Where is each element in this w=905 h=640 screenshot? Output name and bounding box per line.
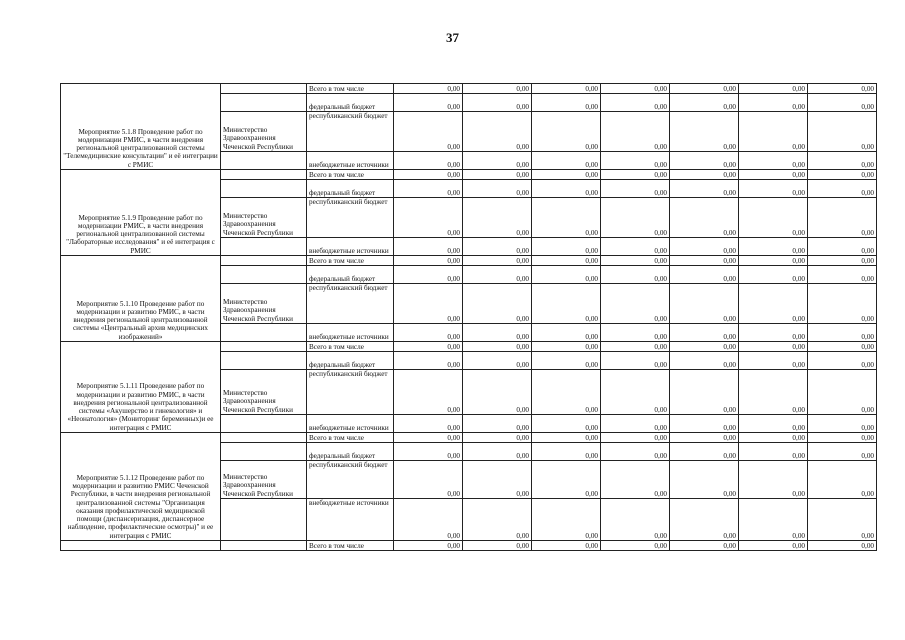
value-cell: 0,00 [394, 370, 463, 415]
source-republican: республиканский бюджет [307, 370, 394, 415]
value-cell: 0,00 [670, 198, 739, 238]
source-republican: республиканский бюджет [307, 461, 394, 499]
value-cell: 0,00 [808, 284, 877, 324]
value-cell: 0,00 [808, 433, 877, 443]
value-cell: 0,00 [670, 324, 739, 342]
value-cell: 0,00 [601, 238, 670, 256]
value-cell: 0,00 [808, 170, 877, 180]
value-cell: 0,00 [532, 112, 601, 152]
value-cell: 0,00 [739, 352, 808, 370]
value-cell: 0,00 [463, 180, 532, 198]
source-total: Всего в том числе [307, 541, 394, 551]
value-cell: 0,00 [739, 112, 808, 152]
value-cell: 0,00 [670, 443, 739, 461]
value-cell: 0,00 [532, 256, 601, 266]
measure-title: Мероприятие 5.1.10 Проведение работ по модернизации и развитию РМИС, в части внедрения региональной централизованной системы «Центральный архив медицинских изображений» [61, 256, 221, 342]
source-extrabudget: внебюджетные источники [307, 324, 394, 342]
value-cell: 0,00 [808, 112, 877, 152]
executor-empty [221, 84, 307, 94]
value-cell: 0,00 [463, 443, 532, 461]
value-cell: 0,00 [670, 266, 739, 284]
value-cell: 0,00 [532, 415, 601, 433]
value-cell: 0,00 [808, 352, 877, 370]
executor-empty [221, 443, 307, 461]
value-cell: 0,00 [532, 180, 601, 198]
value-cell: 0,00 [670, 180, 739, 198]
value-cell: 0,00 [532, 266, 601, 284]
value-cell: 0,00 [808, 324, 877, 342]
value-cell: 0,00 [463, 170, 532, 180]
value-cell: 0,00 [670, 461, 739, 499]
value-cell: 0,00 [463, 84, 532, 94]
value-cell: 0,00 [394, 152, 463, 170]
value-cell: 0,00 [532, 238, 601, 256]
value-cell: 0,00 [463, 415, 532, 433]
executor-empty [221, 352, 307, 370]
source-extrabudget: внебюджетные источники [307, 238, 394, 256]
value-cell: 0,00 [601, 170, 670, 180]
value-cell: 0,00 [601, 461, 670, 499]
value-cell: 0,00 [463, 499, 532, 541]
value-cell: 0,00 [670, 541, 739, 551]
value-cell: 0,00 [394, 170, 463, 180]
value-cell: 0,00 [601, 433, 670, 443]
value-cell: 0,00 [739, 461, 808, 499]
value-cell: 0,00 [601, 180, 670, 198]
value-cell: 0,00 [463, 266, 532, 284]
source-federal: федеральный бюджет [307, 94, 394, 112]
value-cell: 0,00 [808, 461, 877, 499]
value-cell: 0,00 [739, 266, 808, 284]
value-cell: 0,00 [808, 415, 877, 433]
measure-title: Мероприятие 5.1.11 Проведение работ по модернизации и развитию РМИС, в части внедрения региональной централизованной системы «Акушерство и гинекология» и «Неонатология» (Мониторинг беременных)и ее интеграция с РМИС [61, 342, 221, 433]
value-cell: 0,00 [532, 198, 601, 238]
value-cell: 0,00 [739, 370, 808, 415]
executor-empty [221, 170, 307, 180]
source-extrabudget: внебюджетные источники [307, 415, 394, 433]
value-cell: 0,00 [463, 342, 532, 352]
value-cell: 0,00 [670, 415, 739, 433]
value-cell: 0,00 [670, 433, 739, 443]
executor-empty [221, 433, 307, 443]
value-cell: 0,00 [601, 324, 670, 342]
value-cell: 0,00 [394, 238, 463, 256]
value-cell: 0,00 [601, 94, 670, 112]
table-row [61, 433, 877, 443]
value-cell: 0,00 [739, 415, 808, 433]
value-cell: 0,00 [670, 256, 739, 266]
measure-title: Мероприятие 5.1.9 Проведение работ по модернизации РМИС, в части внедрения региональной централизованной системы "Лабораторные исследования" и её интеграция с РМИС [61, 170, 221, 256]
source-total: Всего в том числе [307, 342, 394, 352]
value-cell: 0,00 [670, 94, 739, 112]
value-cell: 0,00 [670, 170, 739, 180]
source-total: Всего в том числе [307, 170, 394, 180]
value-cell: 0,00 [532, 94, 601, 112]
value-cell: 0,00 [394, 256, 463, 266]
value-cell: 0,00 [601, 256, 670, 266]
executor-name: Министерство Здравоохранения Чеченской Республики [221, 461, 307, 499]
value-cell: 0,00 [739, 256, 808, 266]
value-cell: 0,00 [808, 443, 877, 461]
value-cell: 0,00 [394, 415, 463, 433]
value-cell: 0,00 [670, 112, 739, 152]
source-republican: республиканский бюджет [307, 112, 394, 152]
value-cell: 0,00 [739, 499, 808, 541]
value-cell: 0,00 [808, 152, 877, 170]
source-total: Всего в том числе [307, 84, 394, 94]
value-cell: 0,00 [394, 443, 463, 461]
value-cell: 0,00 [739, 170, 808, 180]
source-extrabudget: внебюджетные источники [307, 152, 394, 170]
value-cell: 0,00 [463, 198, 532, 238]
value-cell: 0,00 [670, 342, 739, 352]
value-cell: 0,00 [808, 84, 877, 94]
value-cell: 0,00 [739, 541, 808, 551]
value-cell: 0,00 [463, 152, 532, 170]
page-number: 37 [446, 30, 459, 45]
value-cell: 0,00 [808, 198, 877, 238]
executor-empty [221, 238, 307, 256]
value-cell: 0,00 [394, 342, 463, 352]
value-cell: 0,00 [601, 152, 670, 170]
executor-empty [221, 256, 307, 266]
value-cell: 0,00 [739, 443, 808, 461]
value-cell: 0,00 [601, 352, 670, 370]
value-cell: 0,00 [394, 84, 463, 94]
value-cell: 0,00 [463, 352, 532, 370]
value-cell: 0,00 [532, 499, 601, 541]
executor-name: Министерство Здравоохранения Чеченской Республики [221, 198, 307, 238]
value-cell: 0,00 [463, 238, 532, 256]
value-cell: 0,00 [463, 461, 532, 499]
executor-empty [221, 266, 307, 284]
value-cell: 0,00 [532, 170, 601, 180]
source-federal: федеральный бюджет [307, 180, 394, 198]
table-row [61, 256, 877, 266]
source-republican: республиканский бюджет [307, 284, 394, 324]
value-cell: 0,00 [808, 94, 877, 112]
value-cell: 0,00 [394, 266, 463, 284]
value-cell: 0,00 [394, 541, 463, 551]
value-cell: 0,00 [463, 256, 532, 266]
table-row [61, 541, 877, 551]
value-cell: 0,00 [532, 84, 601, 94]
value-cell: 0,00 [532, 352, 601, 370]
source-total: Всего в том числе [307, 256, 394, 266]
value-cell: 0,00 [739, 284, 808, 324]
measure-empty [61, 541, 221, 551]
executor-empty [221, 541, 307, 551]
value-cell: 0,00 [808, 180, 877, 198]
value-cell: 0,00 [532, 342, 601, 352]
executor-name: Министерство Здравоохранения Чеченской Республики [221, 112, 307, 152]
value-cell: 0,00 [532, 324, 601, 342]
value-cell: 0,00 [394, 352, 463, 370]
value-cell: 0,00 [394, 284, 463, 324]
value-cell: 0,00 [739, 180, 808, 198]
source-extrabudget: внебюджетные источники [307, 499, 394, 541]
value-cell: 0,00 [601, 84, 670, 94]
value-cell: 0,00 [532, 443, 601, 461]
value-cell: 0,00 [601, 112, 670, 152]
value-cell: 0,00 [532, 152, 601, 170]
value-cell: 0,00 [463, 324, 532, 342]
value-cell: 0,00 [601, 342, 670, 352]
executor-name: Министерство Здравоохранения Чеченской Республики [221, 284, 307, 324]
value-cell: 0,00 [394, 499, 463, 541]
value-cell: 0,00 [739, 84, 808, 94]
value-cell: 0,00 [808, 256, 877, 266]
value-cell: 0,00 [532, 541, 601, 551]
value-cell: 0,00 [739, 342, 808, 352]
executor-name: Министерство Здравоохранения Чеченской Республики [221, 370, 307, 415]
executor-empty [221, 94, 307, 112]
value-cell: 0,00 [601, 266, 670, 284]
value-cell: 0,00 [394, 180, 463, 198]
executor-empty [221, 499, 307, 541]
value-cell: 0,00 [463, 284, 532, 324]
value-cell: 0,00 [808, 342, 877, 352]
executor-empty [221, 180, 307, 198]
value-cell: 0,00 [808, 370, 877, 415]
value-cell: 0,00 [463, 433, 532, 443]
value-cell: 0,00 [601, 499, 670, 541]
value-cell: 0,00 [532, 284, 601, 324]
measure-title: Мероприятие 5.1.8 Проведение работ по модернизации РМИС, в части внедрения региональной централизованной системы "Телемедицинские консультации" и её интеграции с РМИС [61, 84, 221, 170]
value-cell: 0,00 [394, 324, 463, 342]
value-cell: 0,00 [601, 198, 670, 238]
value-cell: 0,00 [601, 541, 670, 551]
value-cell: 0,00 [601, 284, 670, 324]
value-cell: 0,00 [463, 94, 532, 112]
value-cell: 0,00 [670, 352, 739, 370]
value-cell: 0,00 [670, 238, 739, 256]
budget-table-body [61, 84, 877, 551]
value-cell: 0,00 [739, 433, 808, 443]
executor-empty [221, 342, 307, 352]
value-cell: 0,00 [532, 370, 601, 415]
value-cell: 0,00 [739, 324, 808, 342]
table-row [61, 170, 877, 180]
value-cell: 0,00 [808, 541, 877, 551]
table-row [61, 342, 877, 352]
value-cell: 0,00 [739, 94, 808, 112]
value-cell: 0,00 [463, 541, 532, 551]
measure-title: Мероприятие 5.1.12 Проведение работ по модернизации и развитию РМИС Чеченской Республики, в части внедрения региональной централизованной системы "Организация оказания профилактической медицинской помощи (диспансеризация, диспансерное наблюдение, профилактические осмотры)" и ее интеграция с РМИС [61, 433, 221, 541]
value-cell: 0,00 [394, 94, 463, 112]
value-cell: 0,00 [739, 238, 808, 256]
value-cell: 0,00 [394, 433, 463, 443]
value-cell: 0,00 [808, 238, 877, 256]
source-total: Всего в том числе [307, 433, 394, 443]
value-cell: 0,00 [739, 198, 808, 238]
value-cell: 0,00 [670, 370, 739, 415]
value-cell: 0,00 [670, 84, 739, 94]
executor-empty [221, 152, 307, 170]
source-federal: федеральный бюджет [307, 443, 394, 461]
value-cell: 0,00 [670, 499, 739, 541]
value-cell: 0,00 [532, 461, 601, 499]
budget-table [60, 83, 877, 551]
table-row [61, 84, 877, 94]
executor-empty [221, 415, 307, 433]
value-cell: 0,00 [808, 499, 877, 541]
source-federal: федеральный бюджет [307, 352, 394, 370]
value-cell: 0,00 [601, 443, 670, 461]
value-cell: 0,00 [739, 152, 808, 170]
value-cell: 0,00 [394, 461, 463, 499]
value-cell: 0,00 [394, 112, 463, 152]
value-cell: 0,00 [808, 266, 877, 284]
value-cell: 0,00 [670, 284, 739, 324]
source-federal: федеральный бюджет [307, 266, 394, 284]
value-cell: 0,00 [601, 370, 670, 415]
value-cell: 0,00 [532, 433, 601, 443]
executor-empty [221, 324, 307, 342]
value-cell: 0,00 [670, 152, 739, 170]
value-cell: 0,00 [601, 415, 670, 433]
value-cell: 0,00 [463, 112, 532, 152]
value-cell: 0,00 [463, 370, 532, 415]
value-cell: 0,00 [394, 198, 463, 238]
source-republican: республиканский бюджет [307, 198, 394, 238]
